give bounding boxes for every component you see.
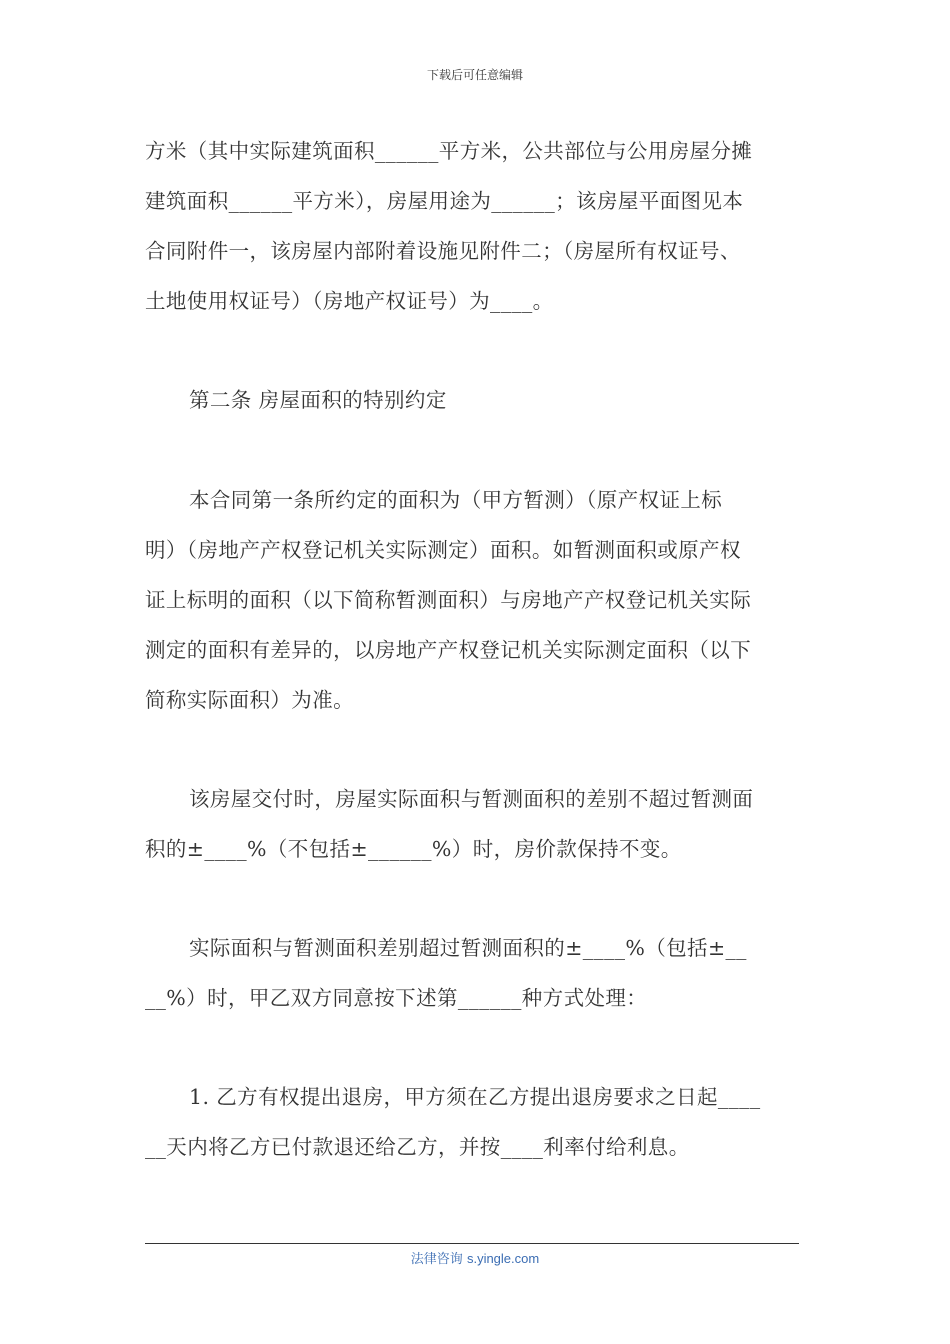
footer-label: 法律咨询 bbox=[410, 1252, 463, 1267]
text-line: 本合同第一条所约定的面积为（甲方暂测）（原产权证上标 bbox=[189, 488, 723, 512]
text-line: 实际面积与暂测面积差别超过暂测面积的±____%（包括±__ bbox=[189, 936, 747, 960]
footer-divider bbox=[145, 1243, 799, 1244]
text-line: __%）时，甲乙双方同意按下述第______种方式处理： bbox=[145, 986, 648, 1010]
text-line: 方米（其中实际建筑面积______平方米，公共部位与公用房屋分摊 bbox=[145, 139, 753, 163]
text-line: 积的±____%（不包括±______%）时，房价款保持不变。 bbox=[145, 837, 682, 861]
text-line: 该房屋交付时，房屋实际面积与暂测面积的差别不超过暂测面 bbox=[189, 787, 754, 811]
text-line: 土地使用权证号）（房地产权证号）为____。 bbox=[145, 289, 554, 313]
paragraph-exceeding-difference bbox=[145, 923, 793, 1023]
text-line: 1. 乙方有权提出退房，甲方须在乙方提出退房要求之日起____ bbox=[189, 1085, 761, 1109]
page-header: 下载后可任意编辑 bbox=[426, 68, 523, 82]
text-line: 合同附件一，该房屋内部附着设施见附件二；（房屋所有权证号、 bbox=[145, 239, 741, 263]
paragraph-area-agreement bbox=[145, 475, 793, 725]
paragraph-room-area bbox=[145, 126, 793, 326]
text-line: __天内将乙方已付款退还给乙方，并按____利率付给利息。 bbox=[145, 1135, 690, 1159]
text-line: 测定的面积有差异的，以房地产产权登记机关实际测定面积（以下 bbox=[145, 638, 752, 662]
heading-article-two: 第二条 房屋面积的特别约定 bbox=[189, 388, 447, 412]
section-heading bbox=[145, 375, 793, 425]
text-line: 证上标明的面积（以下简称暂测面积）与房地产产权登记机关实际 bbox=[145, 588, 752, 612]
footer-link[interactable]: s.yingle.com bbox=[466, 1251, 540, 1266]
text-line: 建筑面积______平方米），房屋用途为______；该房屋平面图见本 bbox=[145, 189, 744, 213]
paragraph-delivery-difference bbox=[145, 774, 793, 874]
text-line: 明）（房地产产权登记机关实际测定）面积。如暂测面积或原产权 bbox=[145, 538, 741, 562]
text-line: 简称实际面积）为准。 bbox=[145, 688, 354, 712]
page-footer bbox=[0, 1248, 950, 1267]
list-item-refund-option bbox=[145, 1072, 793, 1172]
